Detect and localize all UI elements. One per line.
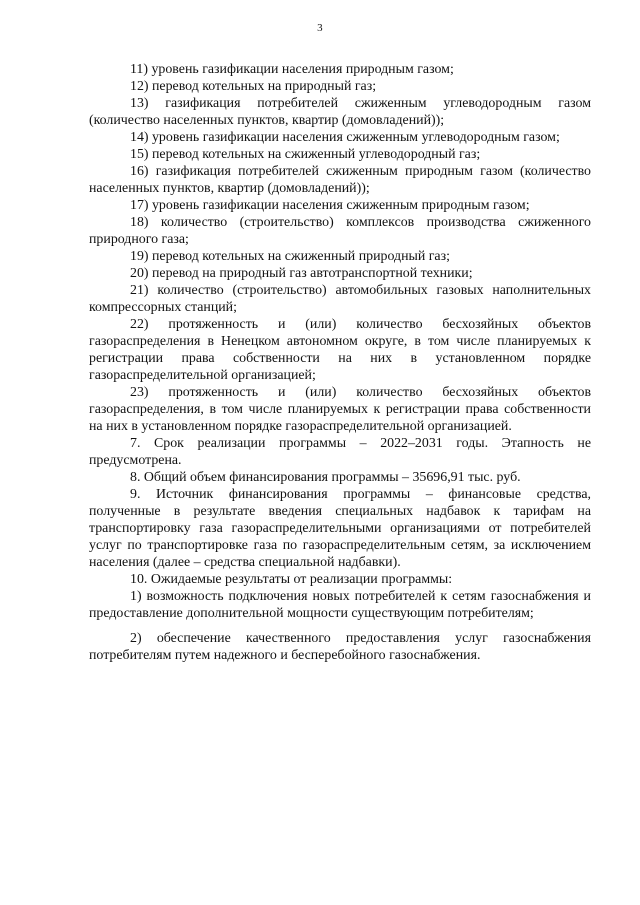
list-item-18: 18) количество (строительство) комплексов производства сжиженного природного газа; [89,215,591,247]
section-8-funding-volume: 8. Общий объем финансирования программы – 35696,91 тыс. руб. [130,470,521,485]
list-item-17: 17) уровень газификации населения сжиженным природным газом; [130,198,530,213]
result-item-1: 1) возможность подключения новых потребителей к сетям газоснабжения и предоставление дополнительной мощности существующим потребителям; [89,589,591,621]
section-10-expected-results: 10. Ожидаемые результаты от реализации программы: [130,572,453,587]
list-item-21: 21) количество (строительство) автомобильных газовых наполнительных компрессорных станций; [89,283,591,315]
list-item-20: 20) перевод на природный газ автотранспортной техники; [130,266,473,281]
list-item-22: 22) протяженность и (или) количество бесхозяйных объектов газораспределения в Ненецком автономном округе, в том числе планируемых к регистрации права собственности на них в установленном порядке газораспределительной организацией; [89,317,591,383]
list-item-12: 12) перевод котельных на природный газ; [130,79,377,94]
list-item-15: 15) перевод котельных на сжиженный углеводородный газ; [130,147,481,162]
list-item-23: 23) протяженность и (или) количество бесхозяйных объектов газораспределения, в том числе планируемых к регистрации права собственности на них в установленном порядке газораспределительной организацией. [89,385,591,434]
page-number: 3 [317,22,323,34]
list-item-16: 16) газификация потребителей сжиженным природным газом (количество населенных пунктов, квартир (домовладений)); [89,164,591,196]
result-item-2: 2) обеспечение качественного предоставления услуг газоснабжения потребителям путем надежного и бесперебойного газоснабжения. [89,631,591,663]
list-item-14: 14) уровень газификации населения сжиженным углеводородным газом; [130,130,560,145]
list-item-13: 13) газификация потребителей сжиженным углеводородным газом (количество населенных пунктов, квартир (домовладений)); [89,96,591,128]
document-body [89,61,591,664]
list-item-19: 19) перевод котельных на сжиженный природный газ; [130,249,450,264]
list-item-11: 11) уровень газификации населения природным газом; [130,62,454,77]
section-7-term: 7. Срок реализации программы – 2022–2031 годы. Этапность не предусмотрена. [89,436,591,468]
section-9-funding-source: 9. Источник финансирования программы – финансовые средства, полученные в результате введения специальных надбавок к тарифам на транспортировку газа газораспределительными организациями от потребителей услуг по транспортировке газа по газораспределительным сетям, за исключением населения (далее – средства специальной надбавки). [89,487,591,570]
